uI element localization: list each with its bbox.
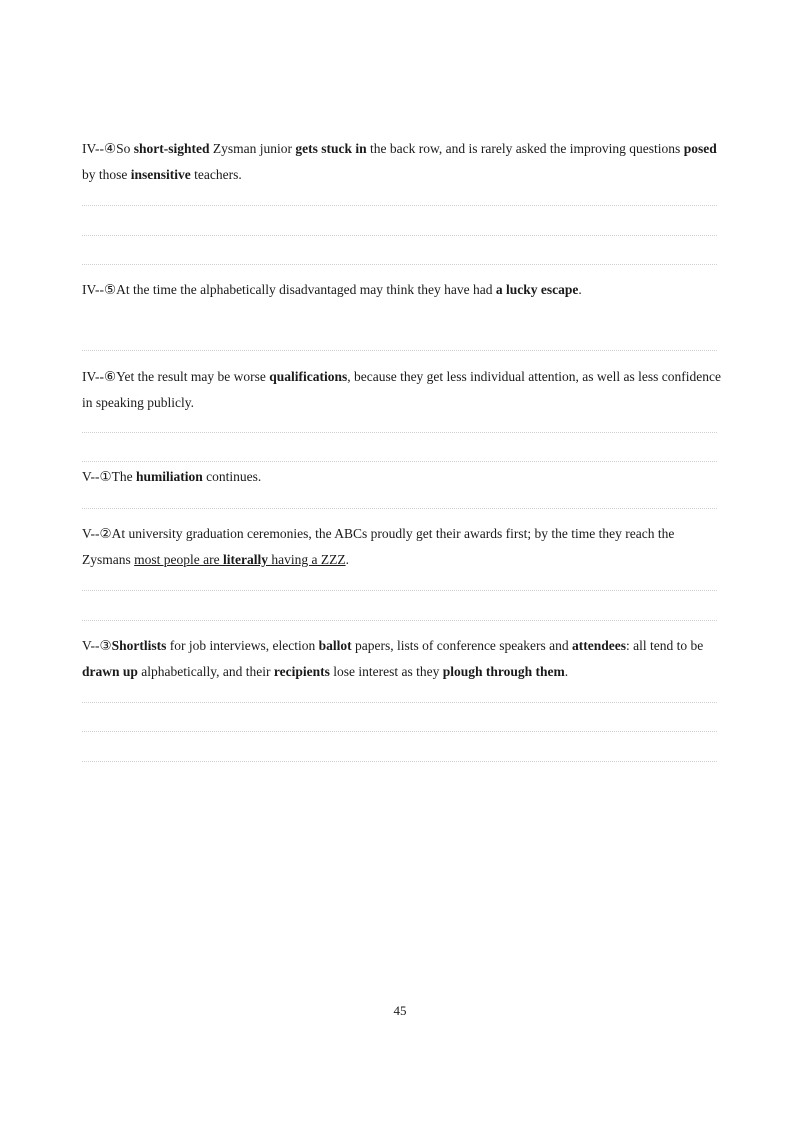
answer-line xyxy=(82,702,717,703)
answer-line xyxy=(82,264,717,265)
text-segment: : all tend to be xyxy=(626,638,704,653)
page-number: 45 xyxy=(393,1003,407,1018)
paragraph-v-3 xyxy=(82,633,722,685)
answer-line xyxy=(82,350,717,351)
text-segment: . xyxy=(578,282,582,297)
text-segment: papers, lists of conference speakers and xyxy=(351,638,573,653)
underlined-phrase: having a ZZZ xyxy=(267,552,346,567)
bold-phrase: plough through them xyxy=(442,664,565,679)
bold-phrase: recipients xyxy=(273,664,330,679)
bold-phrase: short-sighted xyxy=(133,141,210,156)
answer-line xyxy=(82,432,717,433)
text-segment: IV--④So xyxy=(82,141,134,156)
underlined-phrase xyxy=(223,552,268,567)
bold-phrase: a lucky escape xyxy=(495,282,579,297)
answer-line xyxy=(82,205,717,206)
answer-line xyxy=(82,620,717,621)
answer-line xyxy=(82,731,717,732)
underlined-phrase: most people are xyxy=(134,552,223,567)
bold-phrase: drawn up xyxy=(82,664,138,679)
text-segment: alphabetically, and their xyxy=(137,664,274,679)
text-segment: the back row, and is rarely asked the improving questions xyxy=(366,141,684,156)
bold-phrase: qualifications xyxy=(269,369,348,384)
paragraph-v-2 xyxy=(82,521,722,573)
bold-phrase: posed xyxy=(683,141,717,156)
text-segment: IV--⑥Yet the result may be worse xyxy=(82,369,270,384)
answer-line xyxy=(82,235,717,236)
paragraph-iv-4 xyxy=(82,136,722,188)
bold-phrase: gets stuck in xyxy=(295,141,367,156)
paragraph-iv-6 xyxy=(82,364,722,416)
answer-line xyxy=(82,508,717,509)
answer-line xyxy=(82,461,717,462)
bold-phrase: insensitive xyxy=(130,167,191,182)
text-segment: IV--⑤At the time the alphabetically disadvantaged may think they have had xyxy=(82,282,496,297)
text-segment: for job interviews, election xyxy=(166,638,319,653)
bold-phrase: ballot xyxy=(318,638,352,653)
paragraph-iv-5 xyxy=(82,277,722,303)
text-segment: V--③ xyxy=(82,638,112,653)
text-segment: continues. xyxy=(202,469,262,484)
text-segment: teachers. xyxy=(190,167,242,182)
text-segment: . xyxy=(345,552,349,567)
text-segment: . xyxy=(564,664,569,679)
answer-line xyxy=(82,761,717,762)
bold-phrase: attendees xyxy=(572,638,627,653)
text-segment: lose interest as they xyxy=(329,664,443,679)
text-segment: V--①The xyxy=(82,469,136,484)
paragraph-v-1 xyxy=(82,464,722,490)
answer-line xyxy=(82,590,717,591)
bold-phrase: Shortlists xyxy=(111,638,167,653)
bold-phrase: literally xyxy=(222,552,268,567)
text-segment: by those xyxy=(82,167,131,182)
text-segment: V--②At university graduation ceremonies, the ABCs proudly get their awards first; by the time they reach the Zysmans xyxy=(82,526,675,567)
text-segment: , because they get less individual attention, as well as less confidence in speaking publicly. xyxy=(82,369,721,410)
bold-phrase: humiliation xyxy=(135,469,203,484)
text-segment: Zysman junior xyxy=(209,141,296,156)
